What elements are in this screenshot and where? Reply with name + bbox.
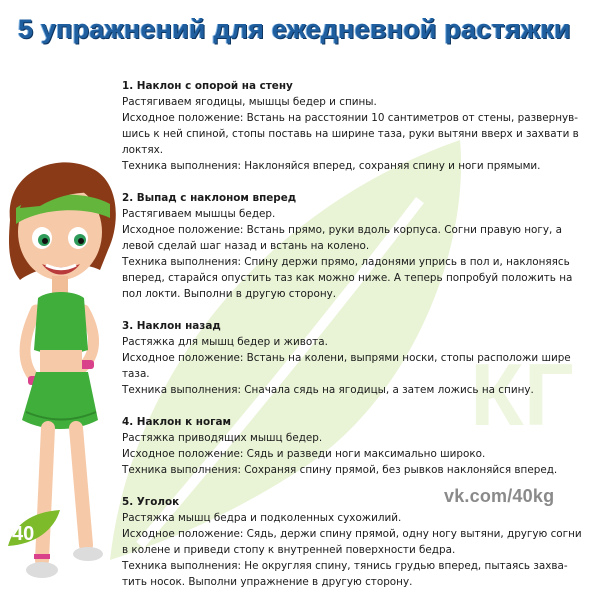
exercise-line: Техника выполнения: Не округляя спину, тянись грудью вперед, пытаясь захва-тить носок. Выполни упражнение в другую сторону. xyxy=(122,560,568,588)
exercise-line: Растягиваем ягодицы, мышцы бедер и спины. xyxy=(122,96,377,108)
exercise-heading: 2. Выпад с наклоном вперед xyxy=(122,192,297,204)
exercise-line: Исходное положение: Сядь, держи спину прямой, одну ногу вытяни, другую согни в колене и приведи стопу к внутренней поверхности бедра. xyxy=(122,528,582,556)
exercise-line: Растягиваем мышцы бедер. xyxy=(122,208,276,220)
logo-text: 40 xyxy=(12,523,35,545)
exercise-heading: 4. Наклон к ногам xyxy=(122,416,232,428)
watermark-text: КГ xyxy=(470,345,574,444)
source-url: vk.com/40kg xyxy=(444,486,555,506)
exercise-list xyxy=(122,78,584,606)
exercise-line: Исходное положение: Встань на колени, выпрями носки, стопы расположи шире таза. xyxy=(122,352,571,380)
exercise-line: Исходное положение: Встань прямо, руки вдоль корпуса. Согни правую ногу, а левой сделай шаг назад и встань на колено. xyxy=(122,224,562,252)
exercise-item xyxy=(122,78,584,174)
exercise-line: Исходное положение: Сядь и разведи ноги максимально широко. xyxy=(122,448,486,460)
exercise-line: Техника выполнения: Спину держи прямо, ладонями упрись в пол и, наклоняясь вперед, старайся опустить таз как можно ниже. А теперь попробуй положить на пол локти. Выполни в другую сторону. xyxy=(122,256,573,300)
exercise-line: Исходное положение: Встань на расстоянии 10 сантиметров от стены, развернув-шись к ней спиной, стопы поставь на ширине таза, руки вытяни вверх и захвати в локтях. xyxy=(122,112,579,156)
exercise-line: Растяжка мышц бедра и подколенных сухожилий. xyxy=(122,512,402,524)
page-title: 5 упражнений для ежедневной растяжки xyxy=(18,14,571,44)
exercise-item xyxy=(122,318,584,398)
exercise-line: Растяжка приводящих мышц бедер. xyxy=(122,432,323,444)
brand-logo xyxy=(4,506,64,552)
exercise-line: Техника выполнения: Сначала сядь на ягодицы, а затем ложись на спину. xyxy=(122,384,534,396)
exercise-line: Техника выполнения: Сохраняя спину прямой, без рывков наклоняйся вперед. xyxy=(122,464,558,476)
exercise-heading: 5. Уголок xyxy=(122,496,180,508)
exercise-item xyxy=(122,494,584,590)
exercise-item xyxy=(122,190,584,302)
exercise-line: Растяжка для мышц бедер и живота. xyxy=(122,336,328,348)
exercise-item xyxy=(122,414,584,478)
exercise-heading: 3. Наклон назад xyxy=(122,320,221,332)
exercise-line: Техника выполнения: Наклоняйся вперед, сохраняя спину и ноги прямыми. xyxy=(122,160,541,172)
exercise-heading: 1. Наклон с опорой на стену xyxy=(122,80,293,92)
